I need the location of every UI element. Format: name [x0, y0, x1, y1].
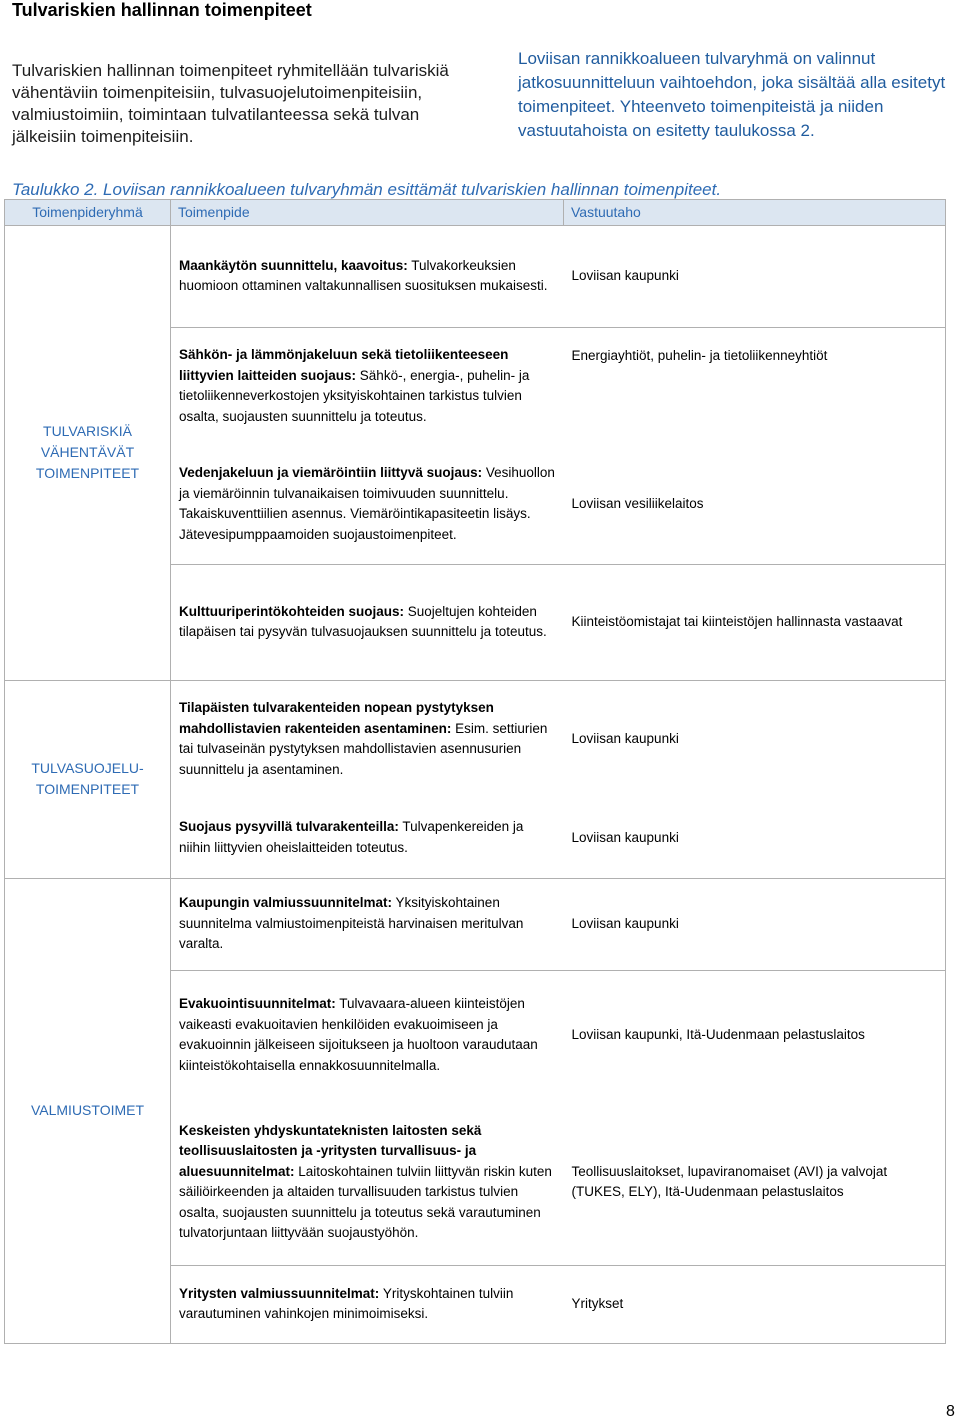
- measure-cell: Tilapäisten tulvarakenteiden nopean pystytyksen mahdollistavien rakenteiden asentaminen: Esim. settiurien tai tulvaseinän pystytyksen mahdollistavien asennusurien suunnittelu ja asentaminen.: [171, 680, 564, 798]
- page-number: 8: [946, 1403, 955, 1420]
- header-responsible: Vastuutaho: [564, 200, 946, 226]
- measure-cell: Kaupungin valmiussuunnitelmat: Yksityiskohtainen suunnitelma valmiustoimenpiteistä harvinaisen meritulvan varalta.: [171, 878, 564, 970]
- measure-cell: Sähkön- ja lämmönjakeluun sekä tietoliikenteeseen liittyvien laitteiden suojaus: Sähkö-, energia-, puhelin- ja tietoliikenneverkostojen yksityiskohtainen tarkistus tulvien osalta, suojausten suunnittelu ja toteutus.: [171, 327, 564, 445]
- header-group: Toimenpideryhmä: [5, 200, 171, 226]
- intro-paragraph-left: Tulvariskien hallinnan toimenpiteet ryhmitellään tulvariskiä vähentäviin toimenpiteisiin, tulvasuojelutoimenpiteisiin, valmiustoimiin, toimintaan tulvatilanteessa sekä tulvan jälkeisiin toimenpiteisiin.: [12, 61, 449, 146]
- responsible-cell: Loviisan kaupunki, Itä-Uudenmaan pelastuslaitos: [564, 970, 946, 1100]
- measure-cell: Yritysten valmiussuunnitelmat: Yrityskohtainen tulviin varautuminen vahinkojen minimoimiseksi.: [171, 1265, 564, 1343]
- responsible-cell: Loviisan kaupunki: [564, 878, 946, 970]
- responsible-cell: Loviisan kaupunki: [564, 680, 946, 798]
- measure-cell: Evakuointisuunnitelmat: Tulvavaara-alueen kiinteistöjen vaikeasti evakuoitavien henkilöiden evakuoimiseen ja evakuoinnin jälkeiseen sijoitukseen ja huoltoon varaudutaan kiinteistökohtaisella ennakkosuunnitelmalla.: [171, 970, 564, 1100]
- responsible-cell: Teollisuuslaitokset, lupaviranomaiset (AVI) ja valvojat (TUKES, ELY), Itä-Uudenmaan pelastuslaitos: [564, 1100, 946, 1265]
- intro-paragraph-right: Loviisan rannikkoalueen tulvaryhmä on valinnut jatkosuunnitteluun vaihtoehdon, joka sisältää alla esitetyt toimenpiteet. Yhteenveto toimenpiteistä ja niiden vastuutahoista on esitetty taulukossa 2.: [518, 49, 946, 140]
- header-measure: Toimenpide: [171, 200, 564, 226]
- measure-cell: Maankäytön suunnittelu, kaavoitus: Tulvakorkeuksien huomioon ottaminen valtakunnallisen suosituksen mukaisesti.: [171, 225, 564, 327]
- page-title: Tulvariskien hallinnan toimenpiteet: [12, 0, 312, 20]
- measures-table: [4, 199, 946, 1344]
- table-row: [5, 225, 946, 327]
- responsible-cell: Yritykset: [564, 1265, 946, 1343]
- responsible-cell: Loviisan vesiliikelaitos: [564, 445, 946, 564]
- responsible-cell: Kiinteistöomistajat tai kiinteistöjen hallinnasta vastaavat: [564, 564, 946, 680]
- table-row: [5, 680, 946, 798]
- measure-cell: Vedenjakeluun ja viemäröintiin liittyvä suojaus: Vesihuollon ja viemäröinnin tulvanaikaisen toimivuuden suunnittelu. Takaiskuventtiilien asennus. Viemäröintikapasiteetin lisäys. Jätevesipumppaamoiden suojaustoimenpiteet.: [171, 445, 564, 564]
- group-cell: TULVASUOJELU-TOIMENPITEET: [5, 680, 171, 878]
- responsible-cell: Energiayhtiöt, puhelin- ja tietoliikenneyhtiöt: [564, 327, 946, 445]
- table-header-row: [5, 200, 946, 226]
- responsible-cell: Loviisan kaupunki: [564, 798, 946, 878]
- measure-cell: Kulttuuriperintökohteiden suojaus: Suojeltujen kohteiden tilapäisen tai pysyvän tulvasuojauksen suunnittelu ja toteutus.: [171, 564, 564, 680]
- responsible-cell: Loviisan kaupunki: [564, 225, 946, 327]
- table-row: [5, 878, 946, 970]
- group-cell: VALMIUSTOIMET: [5, 878, 171, 1343]
- group-cell: TULVARISKIÄ VÄHENTÄVÄT TOIMENPITEET: [5, 225, 171, 680]
- table-caption: Taulukko 2. Loviisan rannikkoalueen tulvaryhmän esittämät tulvariskien hallinnan toimenpiteet.: [12, 180, 722, 199]
- measure-cell: Keskeisten yhdyskuntateknisten laitosten sekä teollisuuslaitosten ja -yritysten turvallisuus- ja aluesuunnitelmat: Laitoskohtainen tulviin liittyvän riskin kuten säiliöirkeenden ja altaiden turvallisuuden tarkistus tulvien osalta, suojausten suunnittelu ja toteutus sekä varautuminen tulvatorjuntaan liittyvään suojaustyöhön.: [171, 1100, 564, 1265]
- measure-cell: Suojaus pysyvillä tulvarakenteilla: Tulvapenkereiden ja niihin liittyvien oheislaitteiden toteutus.: [171, 798, 564, 878]
